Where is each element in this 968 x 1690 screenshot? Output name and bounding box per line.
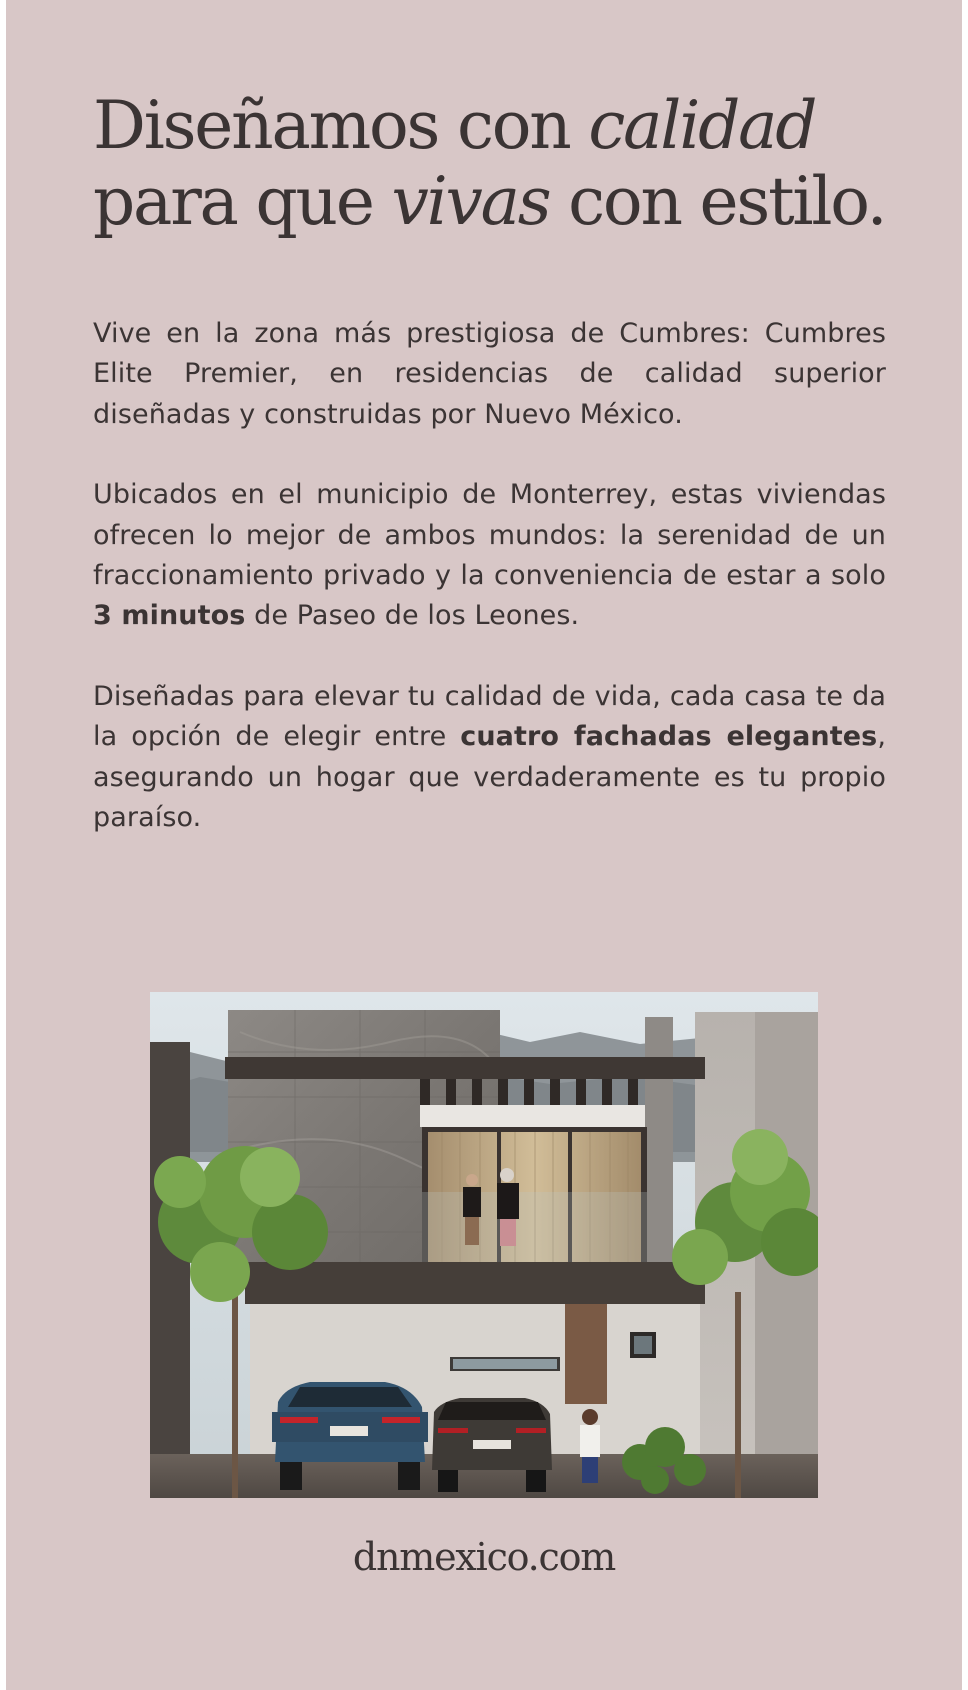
headline-line-1: Diseñamos con calidad: [93, 87, 816, 164]
headline-emphasis-vivas: vivas: [391, 163, 550, 240]
website-url: dnmexico.com: [352, 1535, 616, 1579]
house-rendering-image: [150, 992, 818, 1498]
paragraph-3: Diseñadas para elevar tu calidad de vida, cada casa te da la opción de elegir entre cuatro fachadas elegantes, asegurando un hogar que verdaderamente es tu propio paraíso.: [93, 680, 886, 834]
headline: [93, 88, 913, 240]
headline-emphasis-calidad: calidad: [588, 87, 816, 164]
body-copy: [93, 314, 886, 878]
highlight-3-minutos: 3 minutos: [93, 600, 246, 632]
paragraph-1: Vive en la zona más prestigiosa de Cumbres: Cumbres Elite Premier, en residencias de calidad superior diseñadas y construidas por Nuevo México.: [93, 318, 886, 430]
paragraph-2: Ubicados en el municipio de Monterrey, estas viviendas ofrecen lo mejor de ambos mundos: la serenidad de un fraccionamiento privado y la conveniencia de estar a solo 3 minutos de Paseo de los Leones.: [93, 479, 886, 632]
highlight-cuatro-fachadas: cuatro fachadas elegantes: [460, 721, 878, 753]
page: [6, 0, 962, 1690]
headline-line-2: para que vivas con estilo.: [93, 163, 886, 240]
